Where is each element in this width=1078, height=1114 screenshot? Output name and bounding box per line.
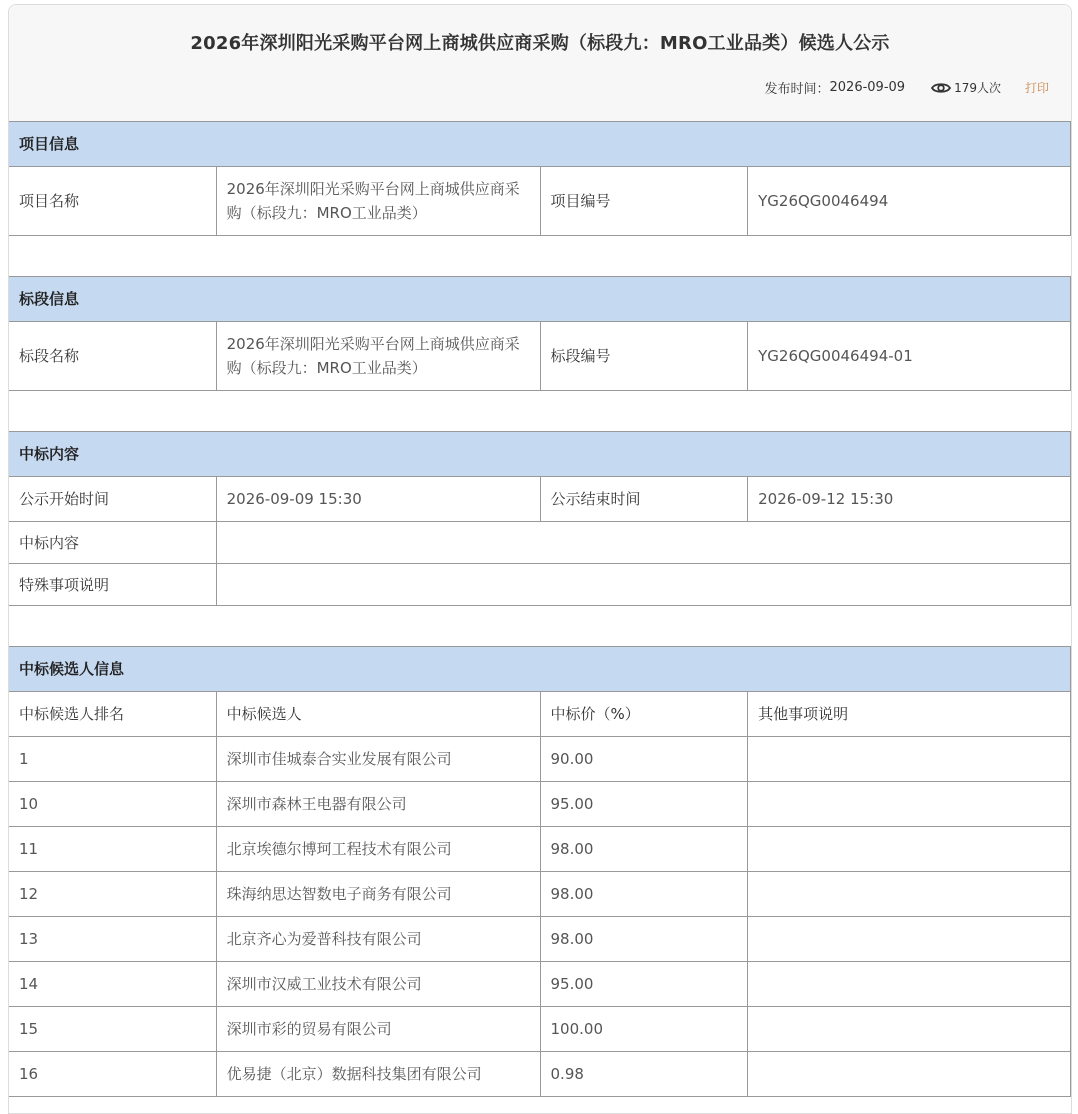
table-row <box>9 872 1071 917</box>
lot-info-table <box>8 276 1071 391</box>
project-code-label: 项目编号 <box>540 167 748 236</box>
candidate-note <box>748 872 1071 917</box>
candidate-price: 90.00 <box>540 737 748 782</box>
print-link[interactable]: 打印 <box>1024 81 1049 95</box>
award-content-label: 中标内容 <box>9 522 217 564</box>
candidate-name: 优易捷（北京）数据科技集团有限公司 <box>216 1052 540 1097</box>
table-row <box>9 782 1071 827</box>
special-notes-label: 特殊事项说明 <box>9 564 217 606</box>
candidate-price: 100.00 <box>540 1007 748 1052</box>
table-row <box>9 917 1071 962</box>
section-title-award: 中标内容 <box>9 432 1071 477</box>
lot-code-label: 标段编号 <box>540 322 748 391</box>
candidate-name: 深圳市汉威工业技术有限公司 <box>216 962 540 1007</box>
section-title-lot: 标段信息 <box>9 277 1071 322</box>
project-info-table <box>8 121 1071 236</box>
section-gap <box>9 391 1071 431</box>
candidate-rank: 1 <box>9 737 217 782</box>
special-notes-value <box>216 564 1070 606</box>
project-code-value: YG26QG0046494 <box>748 167 1071 236</box>
publicity-start-label: 公示开始时间 <box>9 477 217 522</box>
publicity-end-value: 2026-09-12 15:30 <box>748 477 1071 522</box>
announcement-page <box>8 4 1072 1114</box>
candidate-note <box>748 962 1071 1007</box>
candidate-price: 98.00 <box>540 917 748 962</box>
column-header-candidate: 中标候选人 <box>216 692 540 737</box>
candidate-note <box>748 1052 1071 1097</box>
candidate-rank: 10 <box>9 782 217 827</box>
table-row <box>9 737 1071 782</box>
candidate-rank: 12 <box>9 872 217 917</box>
lot-name-label: 标段名称 <box>9 322 217 391</box>
candidate-note <box>748 827 1071 872</box>
candidate-rank: 16 <box>9 1052 217 1097</box>
section-title-candidates: 中标候选人信息 <box>9 647 1071 692</box>
candidate-price: 95.00 <box>540 782 748 827</box>
candidate-name: 深圳市森林王电器有限公司 <box>216 782 540 827</box>
column-header-price: 中标价（%） <box>540 692 748 737</box>
candidate-rank: 14 <box>9 962 217 1007</box>
candidate-note <box>748 917 1071 962</box>
lot-code-value: YG26QG0046494-01 <box>748 322 1071 391</box>
candidate-rank: 11 <box>9 827 217 872</box>
view-count <box>931 79 1001 96</box>
page-header <box>9 5 1071 121</box>
page-title: 2026年深圳阳光采购平台网上商城供应商采购（标段九：MRO工业品类）候选人公示 <box>190 33 890 54</box>
candidate-price: 95.00 <box>540 962 748 1007</box>
candidates-table <box>8 646 1071 1097</box>
award-content-table <box>8 431 1071 606</box>
column-header-rank: 中标候选人排名 <box>9 692 217 737</box>
project-name-label: 项目名称 <box>9 167 217 236</box>
section-title-project: 项目信息 <box>9 122 1071 167</box>
candidate-name: 北京齐心为爱普科技有限公司 <box>216 917 540 962</box>
project-name-value: 2026年深圳阳光采购平台网上商城供应商采购（标段九：MRO工业品类） <box>216 167 540 236</box>
candidate-rank: 15 <box>9 1007 217 1052</box>
publicity-end-label: 公示结束时间 <box>540 477 748 522</box>
lot-name-value: 2026年深圳阳光采购平台网上商城供应商采购（标段九：MRO工业品类） <box>216 322 540 391</box>
candidate-name: 深圳市彩的贸易有限公司 <box>216 1007 540 1052</box>
candidate-name: 深圳市佳城泰合实业发展有限公司 <box>216 737 540 782</box>
table-row <box>9 827 1071 872</box>
candidate-note <box>748 737 1071 782</box>
candidate-price: 98.00 <box>540 827 748 872</box>
section-gap <box>9 606 1071 646</box>
award-content-value <box>216 522 1070 564</box>
publish-label: 发布时间： <box>764 82 830 97</box>
view-count-text: 179人次 <box>954 81 1001 95</box>
meta-bar <box>765 78 1050 97</box>
column-header-notes: 其他事项说明 <box>748 692 1071 737</box>
candidate-name: 北京埃德尔博珂工程技术有限公司 <box>216 827 540 872</box>
table-header-row <box>9 692 1071 737</box>
section-gap <box>9 236 1071 276</box>
candidate-price: 0.98 <box>540 1052 748 1097</box>
candidate-price: 98.00 <box>540 872 748 917</box>
candidate-note <box>748 782 1071 827</box>
eye-icon <box>931 81 951 95</box>
candidate-rank: 13 <box>9 917 217 962</box>
publicity-start-value: 2026-09-09 15:30 <box>216 477 540 522</box>
table-row <box>9 962 1071 1007</box>
candidate-name: 珠海纳思达智数电子商务有限公司 <box>216 872 540 917</box>
table-row <box>9 1052 1071 1097</box>
publish-date: 2026-09-09 <box>829 80 906 95</box>
candidate-note <box>748 1007 1071 1052</box>
table-row <box>9 1007 1071 1052</box>
